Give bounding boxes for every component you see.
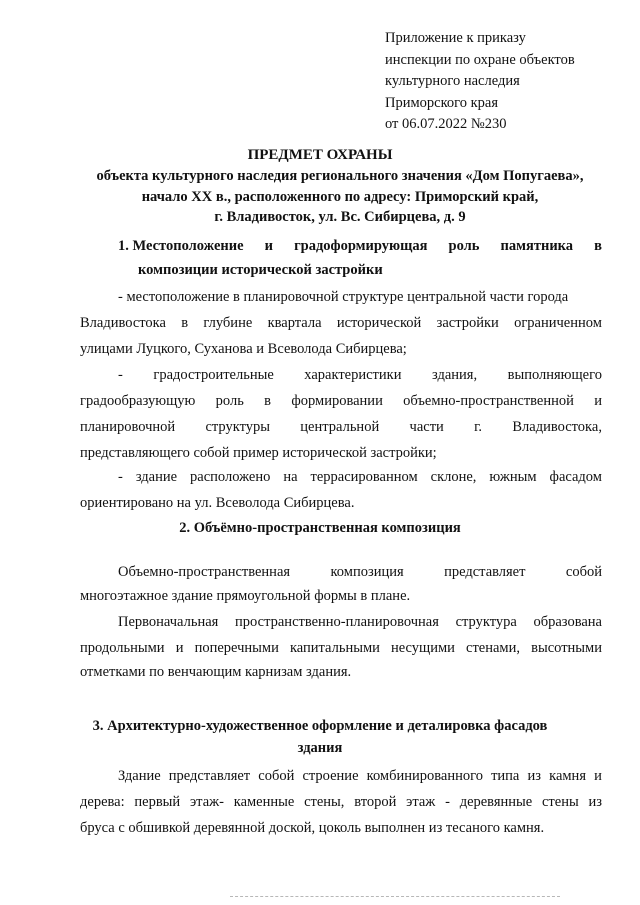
word: выполняющего bbox=[507, 367, 602, 383]
document-header bbox=[385, 28, 575, 136]
word: деревянные bbox=[459, 794, 533, 810]
word: склоне, bbox=[430, 469, 477, 485]
word: пространственно-планировочная bbox=[235, 614, 439, 630]
word: градостроительные bbox=[153, 367, 274, 383]
word: дерева: bbox=[80, 794, 125, 810]
word: памятника bbox=[500, 238, 574, 254]
word: продольными bbox=[80, 640, 165, 656]
section3-p1-line1 bbox=[118, 766, 602, 786]
word: исторической bbox=[336, 315, 422, 331]
word: террасированном bbox=[310, 469, 418, 485]
section1-p2-line2 bbox=[80, 391, 602, 411]
word: этаж bbox=[406, 794, 436, 810]
header-line: культурного наследия bbox=[385, 73, 520, 89]
word: второй bbox=[354, 794, 397, 810]
word: 1. Местоположение bbox=[118, 238, 244, 254]
word: стенами, bbox=[466, 640, 520, 656]
subtitle-line: начало XX в., расположенного по адресу: Приморский край, bbox=[141, 188, 539, 205]
word: формировании bbox=[291, 393, 383, 409]
word: этаж- bbox=[189, 794, 224, 810]
document-subtitle bbox=[60, 166, 620, 228]
section1-p1-line2 bbox=[80, 313, 602, 333]
word: г. bbox=[474, 419, 483, 435]
word: типа bbox=[491, 768, 520, 784]
word: из bbox=[527, 768, 541, 784]
word: в bbox=[181, 315, 189, 331]
section1-p2-line4: представляющего собой пример исторической застройки; bbox=[80, 445, 437, 461]
word: планировочной bbox=[80, 419, 176, 435]
word: структура bbox=[455, 614, 517, 630]
word: камня bbox=[549, 768, 586, 784]
section1-p2-line3 bbox=[80, 417, 602, 437]
word: части bbox=[409, 419, 444, 435]
word: объемно-пространственной bbox=[403, 393, 574, 409]
word: представляет bbox=[444, 564, 526, 580]
word: здание bbox=[135, 469, 178, 485]
word: ограниченном bbox=[514, 315, 602, 331]
word: Владивостока, bbox=[512, 419, 602, 435]
header-line: Приморского края bbox=[385, 94, 499, 111]
subtitle-line: объекта культурного наследия регионального значения «Дом Попугаева», bbox=[96, 168, 584, 184]
word: высотными bbox=[531, 640, 602, 656]
word: здания, bbox=[431, 367, 478, 383]
word: роль bbox=[448, 238, 480, 254]
section1-p2-line1 bbox=[118, 365, 602, 385]
section3-p1-line2 bbox=[80, 792, 602, 812]
word: структуры bbox=[205, 419, 270, 435]
section3-heading-line2: здания bbox=[297, 740, 343, 756]
word: комбинированного bbox=[366, 768, 483, 784]
section2-p2-line1 bbox=[118, 612, 602, 632]
word: Здание bbox=[118, 768, 161, 784]
section2-p2-line3: отметками по венчающим карнизам здания. bbox=[80, 664, 352, 680]
document-title: ПРЕДМЕТ ОХРАНЫ bbox=[247, 147, 393, 163]
word: и bbox=[175, 640, 184, 656]
word: Объемно-пространственная bbox=[118, 564, 291, 580]
word: первый bbox=[134, 794, 181, 810]
word: собой bbox=[258, 768, 295, 784]
word: образована bbox=[533, 614, 602, 630]
word: капитальными bbox=[289, 640, 380, 656]
word: характеристики bbox=[304, 367, 402, 383]
word: глубине bbox=[203, 315, 253, 331]
word: и bbox=[594, 393, 602, 409]
word: в bbox=[264, 393, 272, 409]
word: - bbox=[118, 469, 123, 485]
word: градообразующую bbox=[80, 393, 196, 409]
word: роль bbox=[215, 393, 244, 409]
section2-p1-line1 bbox=[118, 562, 602, 582]
header-line: Приложение к приказу bbox=[385, 30, 526, 46]
header-line: от 06.07.2022 №230 bbox=[385, 116, 507, 132]
section2-p2-line2 bbox=[80, 638, 602, 658]
word: несущими bbox=[391, 640, 455, 656]
section3-heading-line1: 3. Архитектурно-художественное оформление и деталировка фасадов bbox=[92, 718, 548, 734]
section1-heading-line1 bbox=[118, 234, 602, 258]
word: квартала bbox=[267, 315, 322, 331]
section1-heading-line2: композиции исторической застройки bbox=[138, 262, 383, 278]
word: каменные bbox=[233, 794, 295, 810]
word: расположено bbox=[190, 469, 271, 485]
word: градоформирующая bbox=[294, 238, 428, 254]
section1-p3-line1 bbox=[118, 467, 602, 487]
word: композиция bbox=[330, 564, 404, 580]
word: в bbox=[594, 238, 602, 254]
word: - bbox=[445, 794, 450, 810]
section2-heading: 2. Объёмно-пространственная композиция bbox=[179, 520, 461, 536]
word: застройки bbox=[436, 315, 499, 331]
section1-p3-line2: ориентировано на ул. Всеволода Сибирцева. bbox=[80, 495, 355, 511]
word: Владивостока bbox=[80, 315, 166, 331]
subtitle-line: г. Владивосток, ул. Вс. Сибирцева, д. 9 bbox=[214, 209, 466, 225]
word: Первоначальная bbox=[118, 614, 219, 630]
scan-artifact-line bbox=[230, 896, 560, 899]
word: фасадом bbox=[549, 469, 602, 485]
section3-p1-line3: бруса с обшивкой деревянной доской, цоколь выполнен из тесаного камня. bbox=[80, 820, 545, 836]
word: стены, bbox=[304, 794, 345, 810]
word: из bbox=[588, 794, 602, 810]
word: и bbox=[264, 238, 273, 254]
word: стены bbox=[541, 794, 579, 810]
word: на bbox=[283, 469, 298, 485]
section1-p1-line1: - местоположение в планировочной структуре центральной части города bbox=[118, 289, 569, 305]
word: поперечными bbox=[194, 640, 279, 656]
section1-p1-line3: улицами Луцкого, Суханова и Всеволода Сибирцева; bbox=[80, 341, 407, 357]
section2-p1-line2: многоэтажное здание прямоугольной формы в плане. bbox=[80, 588, 411, 604]
word: представляет bbox=[168, 768, 251, 784]
word: строение bbox=[302, 768, 359, 784]
word: центральной bbox=[300, 419, 380, 435]
word: - bbox=[118, 367, 123, 383]
word: южным bbox=[489, 469, 537, 485]
header-line: инспекции по охране объектов bbox=[385, 51, 575, 68]
word: и bbox=[594, 768, 602, 784]
word: собой bbox=[565, 564, 602, 580]
